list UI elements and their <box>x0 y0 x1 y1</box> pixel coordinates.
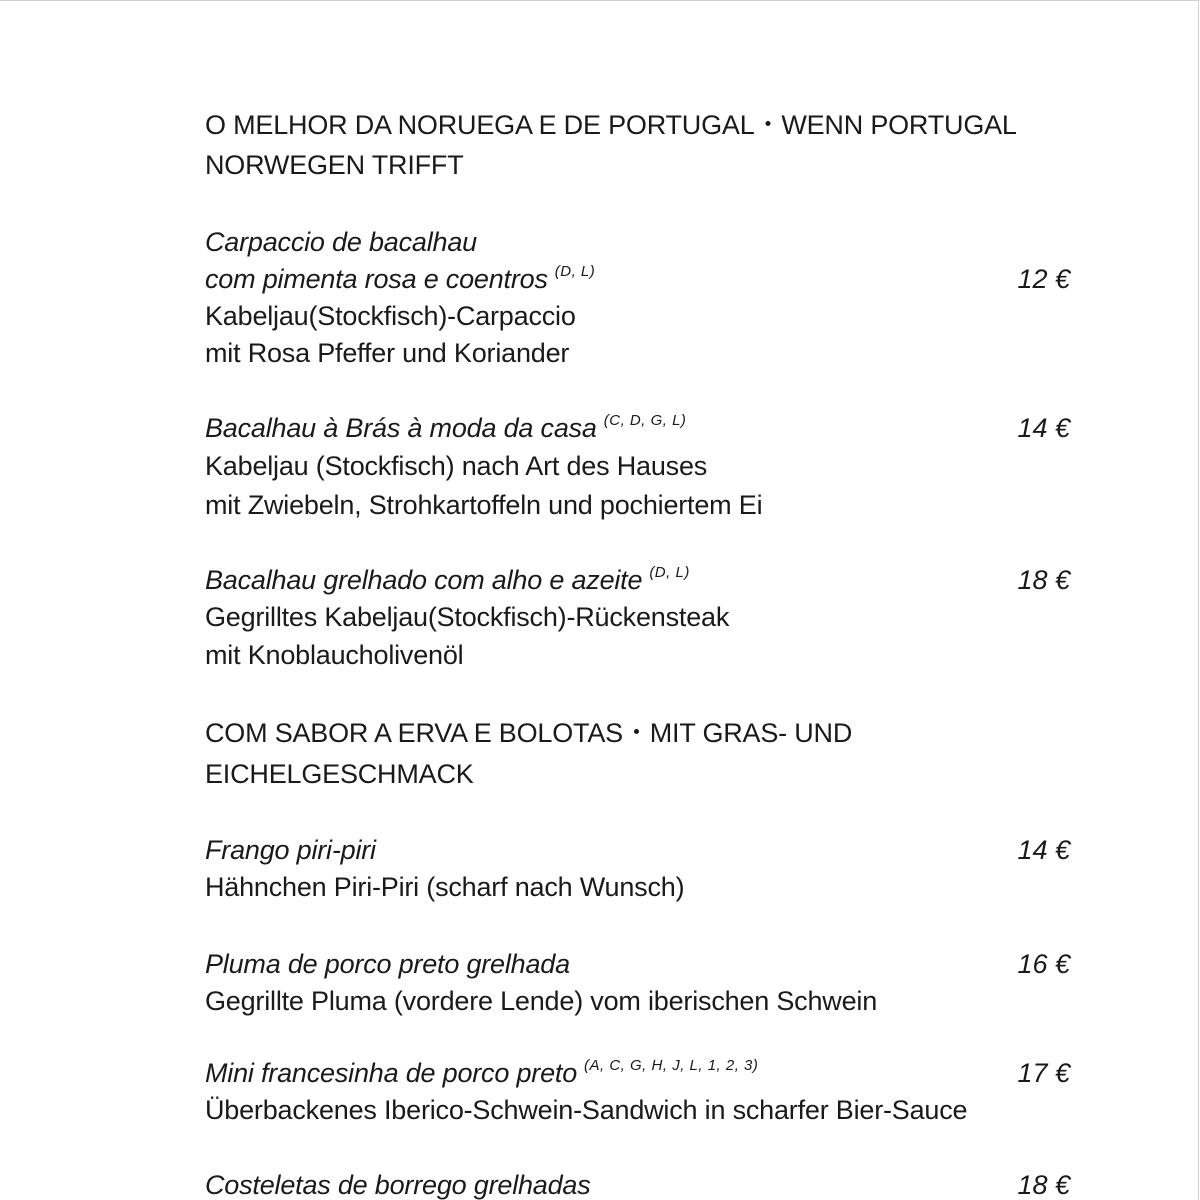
allergen-codes: (D, L) <box>649 564 690 581</box>
dish-description-de: Gegrillte Pluma (vordere Lende) vom iberischen Schwein <box>205 986 878 1016</box>
dish-name-pt: Pluma de porco preto grelhada <box>205 949 570 979</box>
dish-description-de: Kabeljau (Stockfisch) nach Art des Hauses <box>205 451 708 481</box>
dish-name-pt: Carpaccio de bacalhau <box>205 227 477 257</box>
section-heading: COM SABOR A ERVA E BOLOTAS・MIT GRAS- UND <box>205 718 853 748</box>
allergen-codes: (D, L) <box>554 263 596 280</box>
dish-name-pt <box>205 562 690 603</box>
dish-name-pt: Costeletas de borrego grelhadas <box>205 1170 591 1200</box>
dish-price: 14 € <box>1017 413 1070 443</box>
dish-name-pt <box>205 1055 758 1096</box>
dish-description-de: Überbackenes Iberico-Schwein-Sandwich in scharfer Bier-Sauce <box>205 1095 968 1125</box>
dish-price: 17 € <box>1017 1058 1070 1088</box>
dish-description-de: Hähnchen Piri-Piri (scharf nach Wunsch) <box>205 872 685 902</box>
dish-price: 16 € <box>1017 949 1070 979</box>
dish-name-pt: Frango piri-piri <box>205 835 376 865</box>
dish-price: 18 € <box>1017 565 1070 595</box>
dish-description-de: mit Rosa Pfeffer und Koriander <box>205 338 570 368</box>
dish-description-de: mit Knoblaucholivenöl <box>205 640 464 670</box>
dish-description-de: Gegrilltes Kabeljau(Stockfisch)-Rückensteak <box>205 602 730 632</box>
dish-name-pt <box>205 410 686 451</box>
dish-price: 18 € <box>1017 1170 1070 1200</box>
dish-name-pt-text: Mini francesinha de porco preto <box>205 1058 578 1088</box>
section-heading: NORWEGEN TRIFFT <box>205 150 464 180</box>
allergen-codes: (A, C, G, H, J, L, 1, 2, 3) <box>584 1057 759 1074</box>
dish-price: 12 € <box>1017 264 1070 294</box>
dish-description-de: mit Zwiebeln, Strohkartoffeln und pochiertem Ei <box>205 490 763 520</box>
dish-description-de: Kabeljau(Stockfisch)-Carpaccio <box>205 301 576 331</box>
dish-name-pt <box>205 261 595 302</box>
allergen-codes: (C, D, G, L) <box>603 412 687 429</box>
section-heading: O MELHOR DA NORUEGA E DE PORTUGAL・WENN PORTUGAL <box>205 110 1017 140</box>
dish-price: 14 € <box>1017 835 1070 865</box>
dish-name-pt-text: Bacalhau à Brás à moda da casa <box>205 413 597 443</box>
dish-name-pt-text: Bacalhau grelhado com alho e azeite <box>205 565 643 595</box>
dish-name-pt-text: com pimenta rosa e coentros <box>205 264 548 294</box>
section-heading: EICHELGESCHMACK <box>205 759 474 789</box>
